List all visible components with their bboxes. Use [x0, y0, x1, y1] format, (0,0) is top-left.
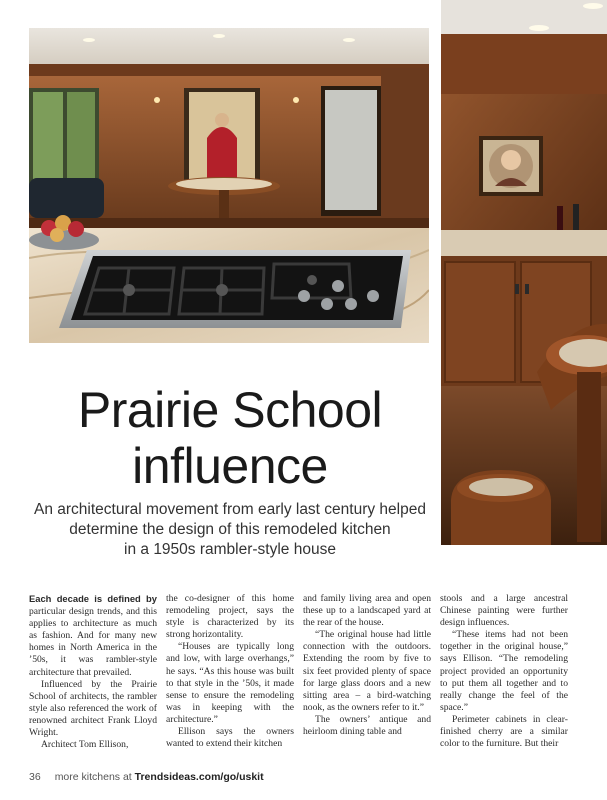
- subtitle-line-2: determine the design of this remodeled kitchen: [69, 521, 391, 538]
- body-column-3: [303, 593, 431, 738]
- paragraph: and family living area and open these up to a landscaped yard at the rear of the house.: [303, 593, 431, 629]
- paragraph: “Houses are typically long and low, with large overhangs,” he says. “As this house was built to that style in the ’50s, it made sense to ensure the remodeling was in keeping with the architecture.”: [166, 641, 294, 725]
- kitchen-cooktop-photo: [29, 28, 429, 343]
- article-title: [40, 382, 420, 494]
- paragraph: Ellison says the owners wanted to extend their kitchen: [166, 726, 294, 750]
- footer-url-link[interactable]: Trendsideas.com/go/uskit: [134, 771, 264, 783]
- page-footer: [29, 771, 264, 783]
- paragraph: Perimeter cabinets in clear-finished cherry are a similar color to the furniture. But their: [440, 713, 568, 750]
- paragraph: Influenced by the Prairie School of architects, the rambler style also referenced the work of renowned architect Frank Lloyd Wright.: [29, 678, 157, 739]
- dining-nook-photo: [441, 0, 607, 545]
- paragraph: “The original house had little connection with the outdoors. Extending the room by five to six feet provided plenty of space for large glass doors and a new sitting area – a bird-watching nook, as the owners refer to it.”: [303, 629, 431, 713]
- subtitle-line-1: An architectural movement from early last century helped: [34, 501, 426, 518]
- paragraph: Architect Tom Ellison,: [41, 739, 129, 751]
- body-column-2: [166, 593, 294, 750]
- article-body: [29, 593, 599, 758]
- body-column-1: [29, 593, 157, 751]
- paragraph: the co-designer of this home remodeling project, says the style is characterized by its strong horizontality.: [166, 593, 294, 641]
- title-line-1: Prairie School: [77, 382, 383, 438]
- paragraph: stools and a large ancestral Chinese painting were further design influences.: [440, 593, 568, 629]
- page-number: 36: [29, 771, 41, 783]
- footer-prefix: more kitchens at: [54, 771, 135, 783]
- body-column-4: [440, 593, 568, 750]
- paragraph: “These items had not been together in the original house,” says Ellison. “The remodeling project provided an opportunity to put them all together and to really change the feel of the space.”: [440, 629, 568, 713]
- paragraph: [29, 593, 157, 679]
- title-line-2: influence: [132, 438, 328, 494]
- paragraph: The owners’ antique and heirloom dining table and: [303, 713, 431, 738]
- paragraph-text: particular design trends, and this applies to architecture as much as fashion. And for many new homes in North America in the ’50s, it was rambler-style architecture that prevailed.: [29, 606, 157, 678]
- subtitle-line-3: in a 1950s rambler-style house: [124, 541, 336, 558]
- article-subtitle: [25, 500, 435, 560]
- lead-in: Each decade is defined by: [29, 593, 157, 604]
